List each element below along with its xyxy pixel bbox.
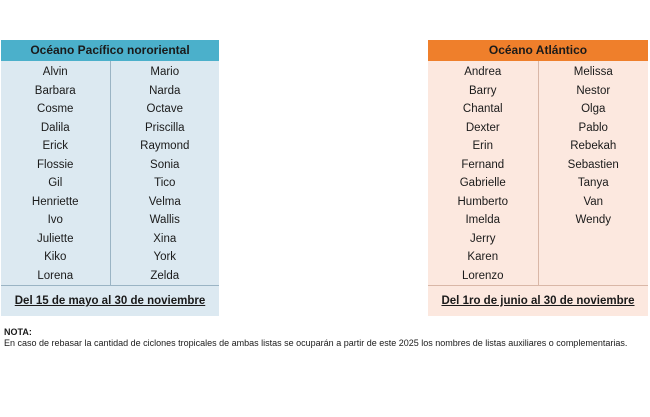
storm-name: Rebekah <box>570 140 617 152</box>
storm-name: Narda <box>149 84 181 97</box>
atlantic-column-left <box>428 61 539 285</box>
storm-name: Sebastien <box>567 158 619 171</box>
storm-name: Andrea <box>464 66 502 78</box>
storm-name: Lorena <box>37 269 74 282</box>
storm-name: Fernand <box>461 158 505 171</box>
storm-name: Gil <box>48 177 63 189</box>
storm-name: Barbara <box>34 84 76 97</box>
atlantic-column-right <box>539 61 649 285</box>
storm-name: York <box>153 251 177 263</box>
atlantic-season-dates: Del 1ro de junio al 30 de noviembre <box>441 295 635 307</box>
storm-name: Erick <box>42 140 69 152</box>
storm-name: Lorenzo <box>461 269 504 282</box>
storm-name: Priscilla <box>144 121 185 134</box>
storm-name: Gabrielle <box>459 177 506 189</box>
storm-name: Dexter <box>465 121 500 134</box>
pacific-column-right <box>111 61 220 285</box>
storm-name: Jerry <box>469 232 496 245</box>
storm-name: Tico <box>154 177 176 189</box>
atlantic-names-area <box>428 61 648 285</box>
storm-name: Ivo <box>47 214 63 226</box>
storm-name: Wallis <box>149 214 180 226</box>
storm-name: Imelda <box>465 214 501 226</box>
pacific-names-area <box>1 61 219 285</box>
storm-name: Karen <box>467 251 499 263</box>
storm-name: Barry <box>469 84 497 97</box>
storm-name: Mario <box>150 66 180 78</box>
pacific-table-title: Océano Pacífico nororiental <box>1 40 219 61</box>
atlantic-table-title: Océano Atlántico <box>428 40 648 61</box>
atlantic-names-table <box>428 40 648 316</box>
note-title: NOTA: <box>4 327 32 337</box>
storm-name: Wendy <box>575 214 612 226</box>
storm-name: Nestor <box>576 84 611 97</box>
note-text: En caso de rebasar la cantidad de ciclones tropicales de ambas listas se ocuparán a partir de este 2025 los nombres de listas auxiliares o complementarias. <box>4 338 628 348</box>
storm-name: Humberto <box>457 195 508 208</box>
storm-name: Flossie <box>37 158 74 171</box>
storm-name: Pablo <box>578 121 608 134</box>
storm-name: Raymond <box>140 140 190 152</box>
storm-name: Sonia <box>150 158 180 171</box>
storm-name: Octave <box>146 103 183 115</box>
storm-name: Cosme <box>37 103 74 115</box>
pacific-season-dates: Del 15 de mayo al 30 de noviembre <box>14 295 206 307</box>
storm-name: Chantal <box>462 103 503 115</box>
storm-name: Zelda <box>150 269 180 282</box>
storm-name: Tanya <box>577 177 609 189</box>
storm-name: Erin <box>472 140 493 152</box>
storm-name: Alvin <box>42 66 68 78</box>
storm-name: Van <box>583 195 604 208</box>
note-block <box>4 327 646 349</box>
storm-name: Henriette <box>31 195 79 208</box>
storm-name: Olga <box>581 103 606 115</box>
storm-name: Dalila <box>40 121 70 134</box>
storm-name: Kiko <box>44 251 67 263</box>
storm-name: Velma <box>148 195 181 208</box>
storm-name: Melissa <box>573 66 613 78</box>
pacific-names-table <box>1 40 219 316</box>
storm-name: Juliette <box>37 232 74 245</box>
pacific-column-left <box>1 61 111 285</box>
storm-name: Xina <box>153 232 177 245</box>
